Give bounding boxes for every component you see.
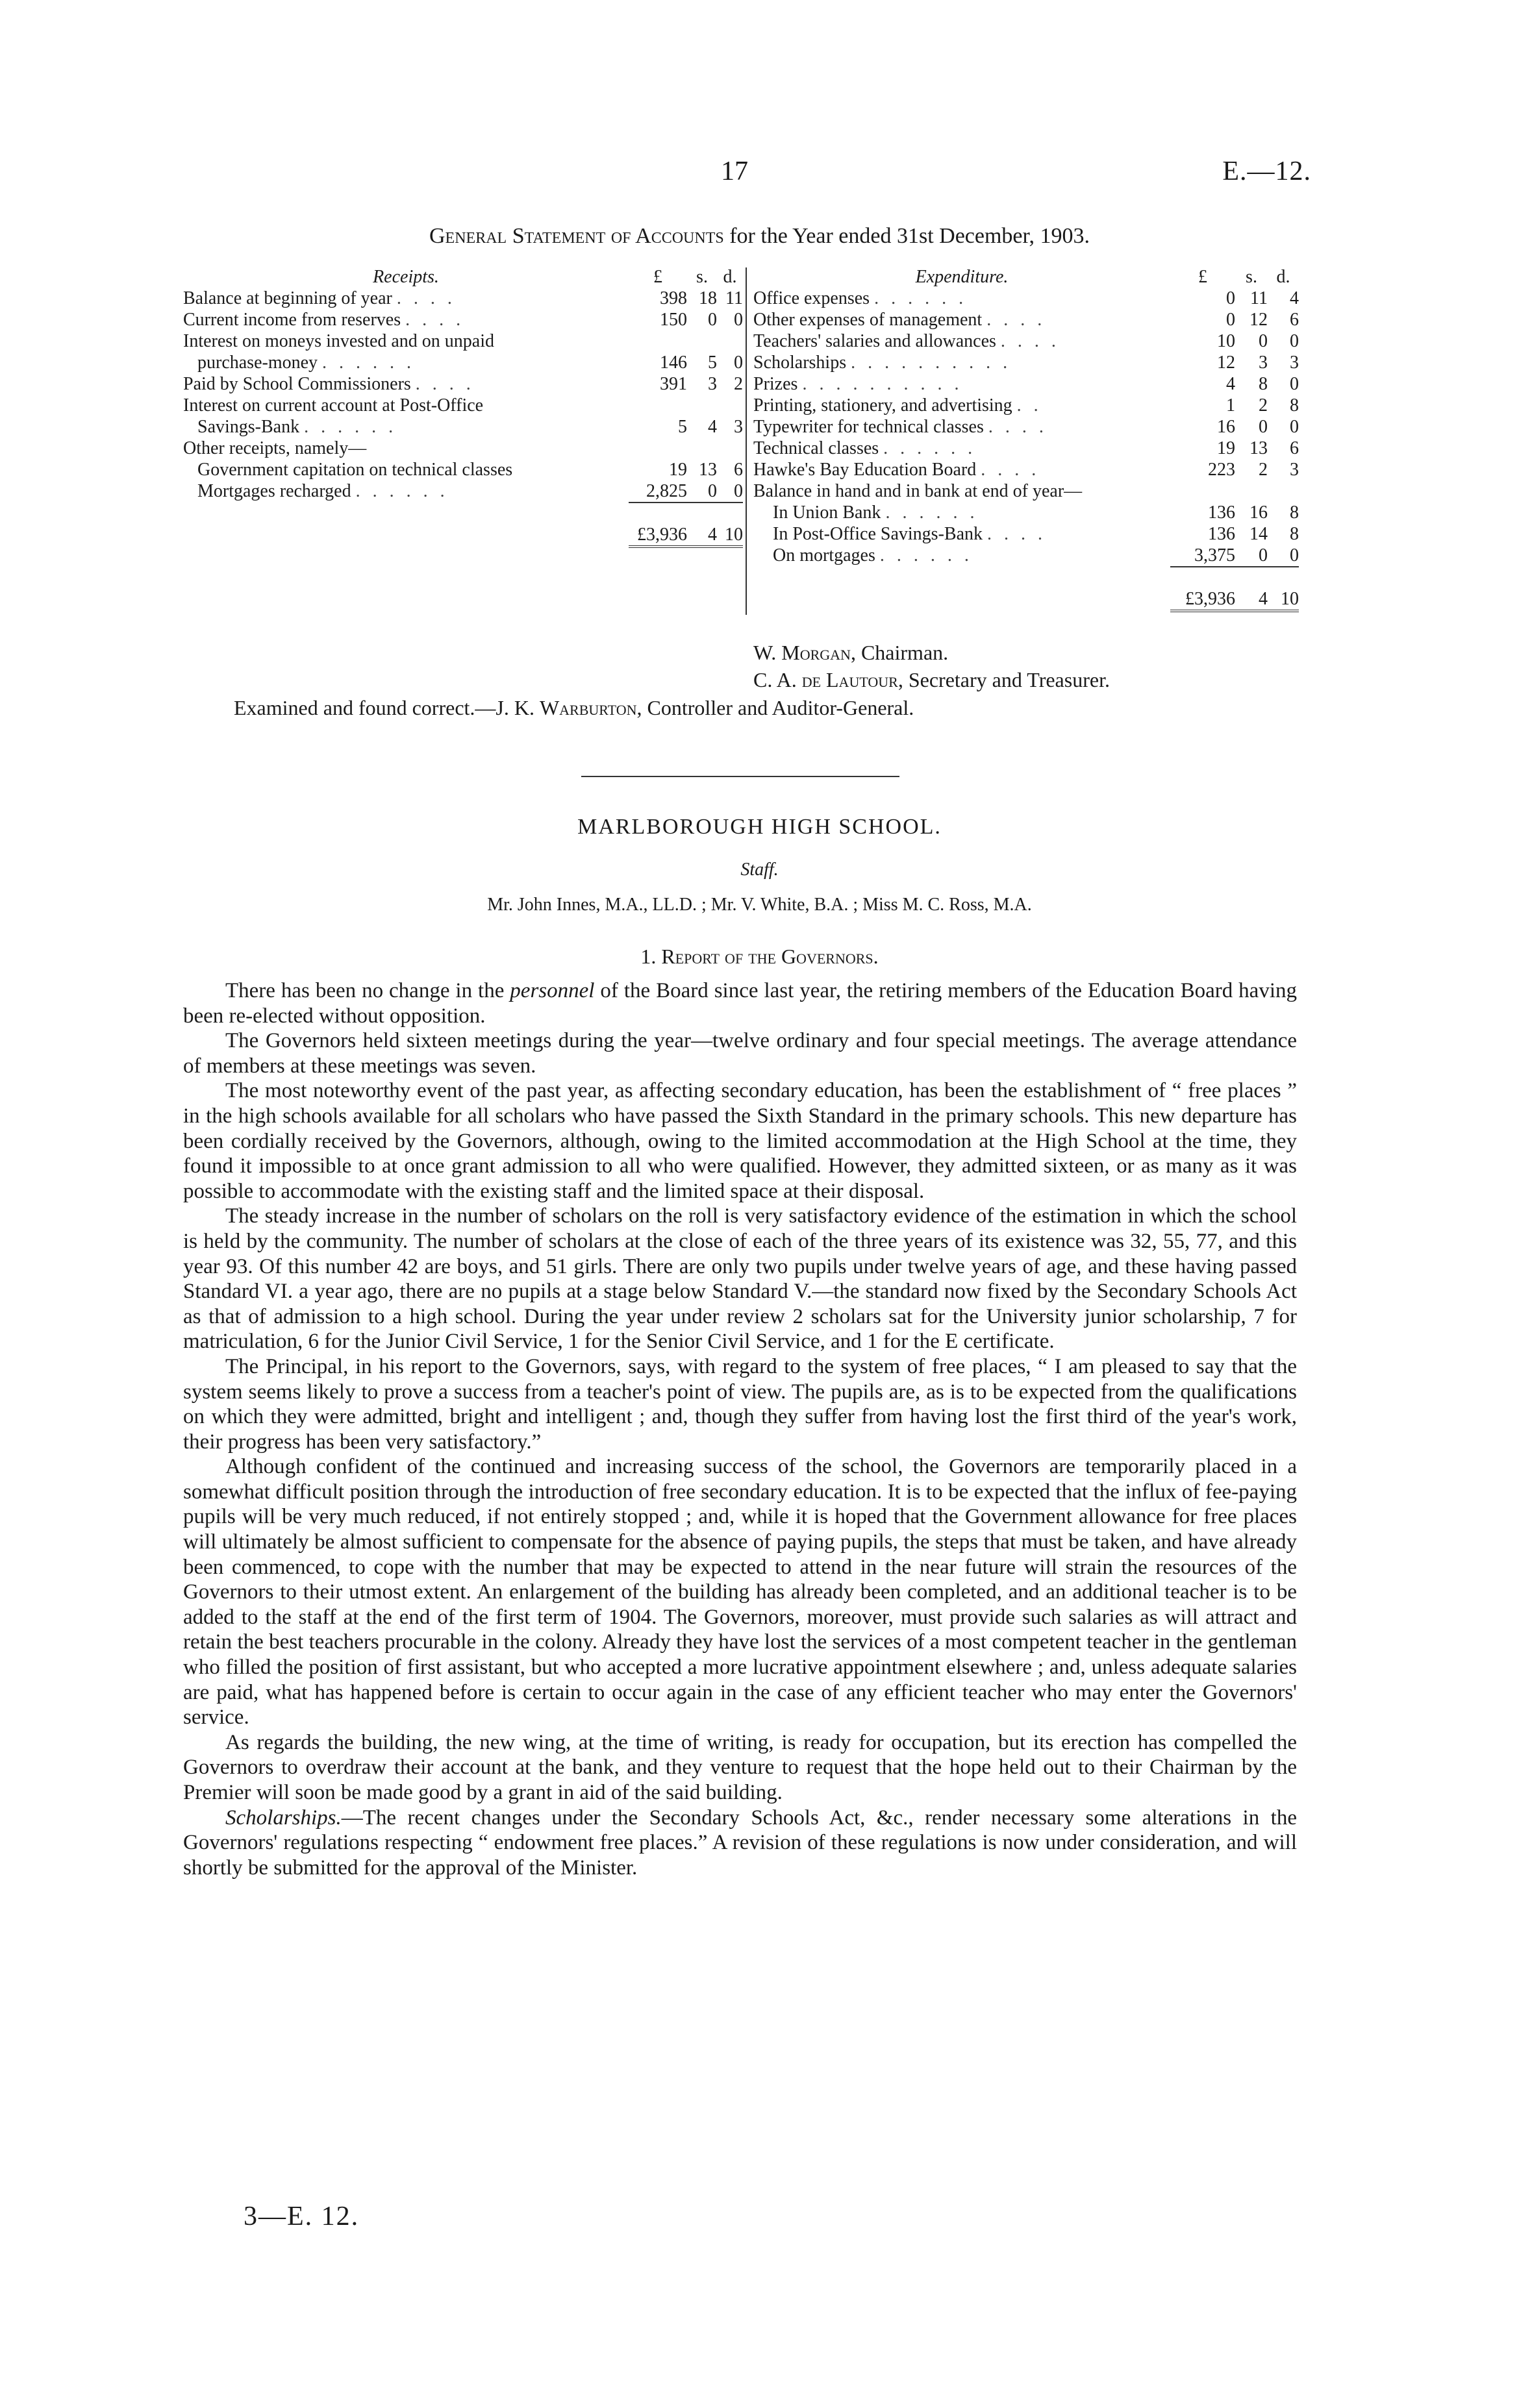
- staff-list: Mr. John Innes, M.A., LL.D. ; Mr. V. White, B.A. ; Miss M. C. Ross, M.A.: [487, 895, 1032, 915]
- total-shillings: 4: [1235, 567, 1268, 611]
- leader-dots: . . . . . .: [879, 545, 973, 565]
- account-row: [183, 288, 743, 309]
- pounds-value: 0: [1226, 288, 1235, 308]
- pence-value: 3: [1290, 353, 1299, 373]
- account-label: [183, 288, 629, 309]
- pounds-value: 10: [1217, 331, 1235, 351]
- column-divider: [746, 267, 747, 615]
- report-heading-number: 1.: [640, 945, 662, 968]
- leader-dots: . . . . . .: [304, 417, 397, 437]
- account-label-text: Hawke's Bay Education Board: [753, 460, 977, 480]
- account-label-text: Interest on moneys invested and on unpaid: [183, 331, 495, 351]
- account-row: [753, 545, 1299, 567]
- pounds-value: 136: [1208, 503, 1235, 523]
- shillings-value: 11: [1250, 288, 1268, 308]
- pence-value: 0: [1290, 331, 1299, 351]
- account-row: [753, 480, 1299, 502]
- pounds-value: 391: [660, 374, 687, 394]
- scholarships-heading: Scholarships.: [225, 1806, 342, 1830]
- account-label-text: Other receipts, namely—: [183, 438, 367, 458]
- account-label-text: Mortgages recharged: [197, 481, 351, 501]
- paragraph: The Governors held sixteen meetings during the year—twelve ordinary and four special meetings. The average attendance of members at these meetings was seven.: [183, 1029, 1297, 1078]
- leader-dots: . . . . . . . . . .: [851, 353, 1012, 373]
- shilling-header: s.: [1246, 267, 1257, 287]
- account-label-text: On mortgages: [773, 545, 875, 565]
- account-label-text: In Post-Office Savings-Bank: [773, 524, 983, 544]
- account-label: [753, 459, 1170, 480]
- signature-prefix: Examined and found correct.—J. K.: [234, 696, 540, 719]
- shillings-value: 18: [699, 288, 717, 308]
- pounds-value: 4: [1226, 374, 1235, 394]
- pounds-value: [629, 330, 687, 352]
- pence-value: 0: [1290, 417, 1299, 437]
- leader-dots: . . . .: [987, 524, 1046, 544]
- account-label-text: Balance in hand and in bank at end of year—: [753, 481, 1083, 501]
- auditor-signature: [234, 695, 914, 721]
- pence-value: 11: [725, 288, 743, 308]
- account-label: [753, 352, 1170, 373]
- account-row: [753, 502, 1299, 523]
- expenditure-heading: Expenditure.: [915, 267, 1009, 287]
- pounds-value: 19: [1217, 438, 1235, 458]
- pounds-value: [629, 438, 687, 459]
- pounds-value: 16: [1217, 417, 1235, 437]
- account-label: [753, 438, 1170, 459]
- leader-dots: . . . . . . . . . .: [802, 374, 963, 394]
- account-label-text: purchase-money: [197, 353, 318, 373]
- account-label-text: Typewriter for technical classes: [753, 417, 984, 437]
- signature-mark: 3—E. 12.: [244, 2202, 360, 2231]
- leader-dots: . . . .: [415, 374, 475, 394]
- account-label-text: Technical classes: [753, 438, 879, 458]
- pence-value: 6: [1290, 438, 1299, 458]
- account-row: [183, 309, 743, 330]
- account-label: [753, 416, 1170, 438]
- total-row: [183, 503, 743, 547]
- pence-value: [1268, 480, 1299, 502]
- leader-dots: . . . .: [988, 417, 1048, 437]
- pence-header: d.: [723, 267, 737, 287]
- total-pence: 10: [1268, 567, 1299, 611]
- shillings-value: 3: [1259, 353, 1268, 373]
- staff-heading: Staff.: [740, 860, 779, 880]
- pound-header: £: [653, 267, 662, 287]
- pounds-value: 2,825: [646, 481, 687, 501]
- receipts-heading: Receipts.: [373, 267, 439, 287]
- pounds-value: [1170, 480, 1235, 502]
- text-run: —The recent changes under the Secondary Schools Act, &c., render necessary some alterations in the Governors' regulations respecting “ endowment free places.” A revision of these regulations is now under consideration, and will shortly be submitted for the approval of the Minister.: [183, 1806, 1297, 1880]
- statement-title-rest: for the Year ended 31st December, 1903.: [723, 224, 1090, 248]
- report-body: [183, 978, 1297, 1880]
- pence-value: 3: [734, 417, 743, 437]
- account-row: [753, 523, 1299, 545]
- pence-value: 8: [1290, 503, 1299, 523]
- total-spacer: [183, 503, 629, 547]
- pence-value: 6: [734, 460, 743, 480]
- account-label-text: Printing, stationery, and advertising: [753, 395, 1012, 416]
- account-label: [183, 395, 629, 416]
- pence-value: 4: [1290, 288, 1299, 308]
- total-pence: 10: [717, 503, 743, 547]
- account-row: [753, 395, 1299, 416]
- pounds-value: 223: [1208, 460, 1235, 480]
- account-label: [183, 309, 629, 330]
- paragraph: [183, 978, 1297, 1028]
- receipts-table: [183, 266, 743, 548]
- account-label: [753, 373, 1170, 395]
- pounds-value: 150: [660, 310, 687, 330]
- signature-name: de Lautour: [801, 668, 898, 691]
- account-label: [753, 288, 1170, 309]
- leader-dots: . . . .: [981, 460, 1040, 480]
- account-label: [183, 459, 629, 480]
- pound-header: £: [1198, 267, 1207, 287]
- signature-name: Warburton: [539, 696, 637, 719]
- account-label: [753, 523, 1170, 545]
- pence-value: [717, 330, 743, 352]
- account-row: [183, 330, 743, 352]
- shillings-value: 0: [1259, 417, 1268, 437]
- leader-dots: . . . .: [405, 310, 465, 330]
- pounds-value: [629, 395, 687, 416]
- pounds-value: 146: [660, 353, 687, 373]
- shillings-value: 4: [708, 417, 717, 437]
- account-label: [753, 330, 1170, 352]
- shillings-value: [1235, 480, 1268, 502]
- shilling-header: s.: [696, 267, 708, 287]
- account-label: [183, 373, 629, 395]
- total-row: [753, 567, 1299, 611]
- account-label-text: Teachers' salaries and allowances: [753, 331, 996, 351]
- pounds-value: 5: [678, 417, 687, 437]
- pence-value: 0: [734, 353, 743, 373]
- account-label-text: Scholarships: [753, 353, 847, 373]
- section-divider: [581, 776, 899, 777]
- leader-dots: . . . .: [1000, 331, 1060, 351]
- pence-value: 0: [1290, 374, 1299, 394]
- total-pounds: £3,936: [629, 503, 687, 547]
- pence-value: 0: [1290, 545, 1299, 565]
- account-label-text: Prizes: [753, 374, 798, 394]
- italic-term: personnel: [510, 979, 595, 1002]
- school-title: MARLBOROUGH HIGH SCHOOL.: [577, 815, 942, 839]
- pence-header: d.: [1276, 267, 1290, 287]
- shillings-value: 13: [699, 460, 717, 480]
- statement-title-caps: General Statement of Accounts: [429, 224, 724, 248]
- shillings-value: [687, 395, 717, 416]
- signature-prefix: C. A.: [753, 668, 802, 691]
- total-pounds: £3,936: [1170, 567, 1235, 611]
- chairman-signature: [753, 639, 948, 665]
- account-label-text: Government capitation on technical classes: [197, 460, 513, 480]
- account-row: [753, 330, 1299, 352]
- shillings-value: 0: [1259, 545, 1268, 565]
- pence-value: 2: [734, 374, 743, 394]
- pence-value: 8: [1290, 524, 1299, 544]
- shillings-value: [687, 330, 717, 352]
- account-label-text: Savings-Bank: [197, 417, 300, 437]
- pounds-value: 136: [1208, 524, 1235, 544]
- account-row: [753, 309, 1299, 330]
- account-label-text: Office expenses: [753, 288, 870, 308]
- total-shillings: 4: [687, 503, 717, 547]
- page-number: 17: [721, 156, 748, 186]
- leader-dots: . .: [1016, 395, 1042, 416]
- total-spacer: [753, 567, 1170, 611]
- account-label: [753, 309, 1170, 330]
- account-row: [183, 438, 743, 459]
- account-label-text: Balance at beginning of year: [183, 288, 392, 308]
- account-row: [183, 480, 743, 503]
- statement-title: [0, 224, 1519, 249]
- paragraph: As regards the building, the new wing, at the time of writing, is ready for occupation, but its erection has compelled the Governors to overdraw their account at the bank, and they venture to request that the hope held out to their Chairman by the Premier will soon be made good by a grant in aid of the said building.: [183, 1730, 1297, 1804]
- signature-role: , Secretary and Treasurer.: [898, 668, 1110, 691]
- account-row: [753, 288, 1299, 309]
- shillings-value: 5: [708, 353, 717, 373]
- text-run: of the Board since last year, the retiring members of the Education Board having been re-elected without opposition.: [183, 979, 1297, 1028]
- signature-name: Morgan: [781, 641, 851, 664]
- shillings-value: 16: [1249, 503, 1268, 523]
- pence-value: 0: [734, 481, 743, 501]
- secretary-signature: [753, 667, 1110, 693]
- paragraph: The most noteworthy event of the past year, as affecting secondary education, has been the establishment of “ free places ” in the high schools available for all scholars who have passed the Sixth Standard in the primary schools. This new departure has been cordially received by the Governors, although, owing to the limited accommodation at the High School at the time, they found it impossible to at once grant admission to all who were qualified. However, they admitted sixteen, or as many as it was possible to accommodate with the existing staff and the limited space at their disposal.: [183, 1079, 1297, 1203]
- shillings-value: 0: [708, 481, 717, 501]
- pence-value: 8: [1290, 395, 1299, 416]
- shillings-value: 0: [708, 310, 717, 330]
- account-row: [753, 459, 1299, 480]
- account-row: [753, 416, 1299, 438]
- signature-role: , Controller and Auditor-General.: [636, 696, 914, 719]
- account-label: [753, 502, 1170, 523]
- document-code: E.—12.: [1222, 156, 1311, 186]
- account-row: [183, 395, 743, 416]
- shillings-value: 2: [1259, 460, 1268, 480]
- shillings-value: 13: [1249, 438, 1268, 458]
- leader-dots: . . . .: [986, 310, 1046, 330]
- report-heading-text: Report of the Governors.: [661, 945, 879, 968]
- account-label-text: Current income from reserves: [183, 310, 401, 330]
- paragraph: Although confident of the continued and increasing success of the school, the Governors are temporarily placed in a somewhat difficult position through the introduction of free secondary education. It is to be expected that the influx of fee-paying pupils will be very much reduced, if not entirely stopped ; and, while it is hoped that the Government allowance for free places will ultimately be almost sufficient to compensate for the absence of paying pupils, the steps that must be taken, and have already been commenced, to cope with the number that may be expected to attend in the near future will strain the resources of the Governors to their utmost extent. An enlargement of the building has already been completed, and an additional teacher is to be added to the staff at the end of the first term of 1904. The Governors, moreover, must provide such salaries as will attract and retain the best teachers procurable in the colony. Already they have lost the services of a most competent teacher in the gentleman who filled the position of first assistant, but who accepted a more lucrative appointment elsewhere ; and, unless adequate salaries are paid, what has happened before is certain to occur again in the case of any efficient teacher who may enter the Governors' service.: [183, 1455, 1297, 1730]
- leader-dots: . . . .: [396, 288, 456, 308]
- shillings-value: 8: [1259, 374, 1268, 394]
- leader-dots: . . . . . .: [883, 438, 977, 458]
- account-label-text: Interest on current account at Post-Office: [183, 395, 484, 416]
- pounds-value: 12: [1217, 353, 1235, 373]
- paragraph: The steady increase in the number of scholars on the roll is very satisfactory evidence of the estimation in which the school is held by the community. The number of scholars at the close of each of the three years of its existence was 32, 55, 77, and this year 93. Of this number 42 are boys, and 51 girls. There are only two pupils under twelve years of age, and these having passed Standard VI. a year ago, there are no pupils at a stage below Standard V.—the standard now fixed by the Secondary Schools Act as that of admission to a high school. During the year under review 2 scholars sat for the University junior scholarship, 7 for matriculation, 6 for the Junior Civil Service, 1 for the Senior Civil Service, and 1 for the E certificate.: [183, 1204, 1297, 1354]
- account-label: [183, 480, 629, 503]
- shillings-value: [687, 438, 717, 459]
- pence-value: [717, 395, 743, 416]
- pounds-value: 1: [1226, 395, 1235, 416]
- account-label-text: In Union Bank: [773, 503, 881, 523]
- paragraph: The Principal, in his report to the Governors, says, with regard to the system of free places, “ I am pleased to say that the system seems likely to prove a success from a teacher's point of view. The pupils are, as is to be expected from the qualifications on which they were admitted, bright and intelligent ; and, though they suffer from having lost the first third of the year's work, their progress has been very satisfactory.”: [183, 1354, 1297, 1454]
- account-label: [183, 438, 629, 459]
- pounds-value: 398: [660, 288, 687, 308]
- pounds-value: 0: [1226, 310, 1235, 330]
- pence-value: 6: [1290, 310, 1299, 330]
- text-run: There has been no change in the: [225, 979, 510, 1002]
- pounds-value: 3,375: [1194, 545, 1235, 565]
- leader-dots: . . . . . .: [355, 481, 449, 501]
- account-label-text: Paid by School Commissioners: [183, 374, 411, 394]
- account-label: [753, 480, 1170, 502]
- account-row: [753, 373, 1299, 395]
- pence-value: 0: [734, 310, 743, 330]
- account-label: [183, 330, 629, 352]
- leader-dots: . . . . . .: [322, 353, 416, 373]
- account-row: [183, 352, 743, 373]
- account-label-text: Other expenses of management: [753, 310, 983, 330]
- paragraph: [183, 1806, 1297, 1881]
- pence-value: 3: [1290, 460, 1299, 480]
- pence-value: [717, 438, 743, 459]
- account-row: [183, 416, 743, 438]
- account-row: [753, 438, 1299, 459]
- signature-role: , Chairman.: [850, 641, 949, 664]
- report-heading: [0, 945, 1519, 969]
- account-label: [753, 545, 1170, 567]
- leader-dots: . . . . . .: [885, 503, 979, 523]
- shillings-value: 3: [708, 374, 717, 394]
- account-row: [753, 352, 1299, 373]
- signature-prefix: W.: [753, 641, 782, 664]
- expenditure-table: [753, 266, 1299, 612]
- shillings-value: 0: [1259, 331, 1268, 351]
- shillings-value: 12: [1249, 310, 1268, 330]
- pounds-value: 19: [669, 460, 687, 480]
- account-row: [183, 373, 743, 395]
- account-label: [753, 395, 1170, 416]
- shillings-value: 14: [1249, 524, 1268, 544]
- shillings-value: 2: [1259, 395, 1268, 416]
- account-label: [183, 416, 629, 438]
- account-label: [183, 352, 629, 373]
- leader-dots: . . . . . .: [874, 288, 968, 308]
- account-row: [183, 459, 743, 480]
